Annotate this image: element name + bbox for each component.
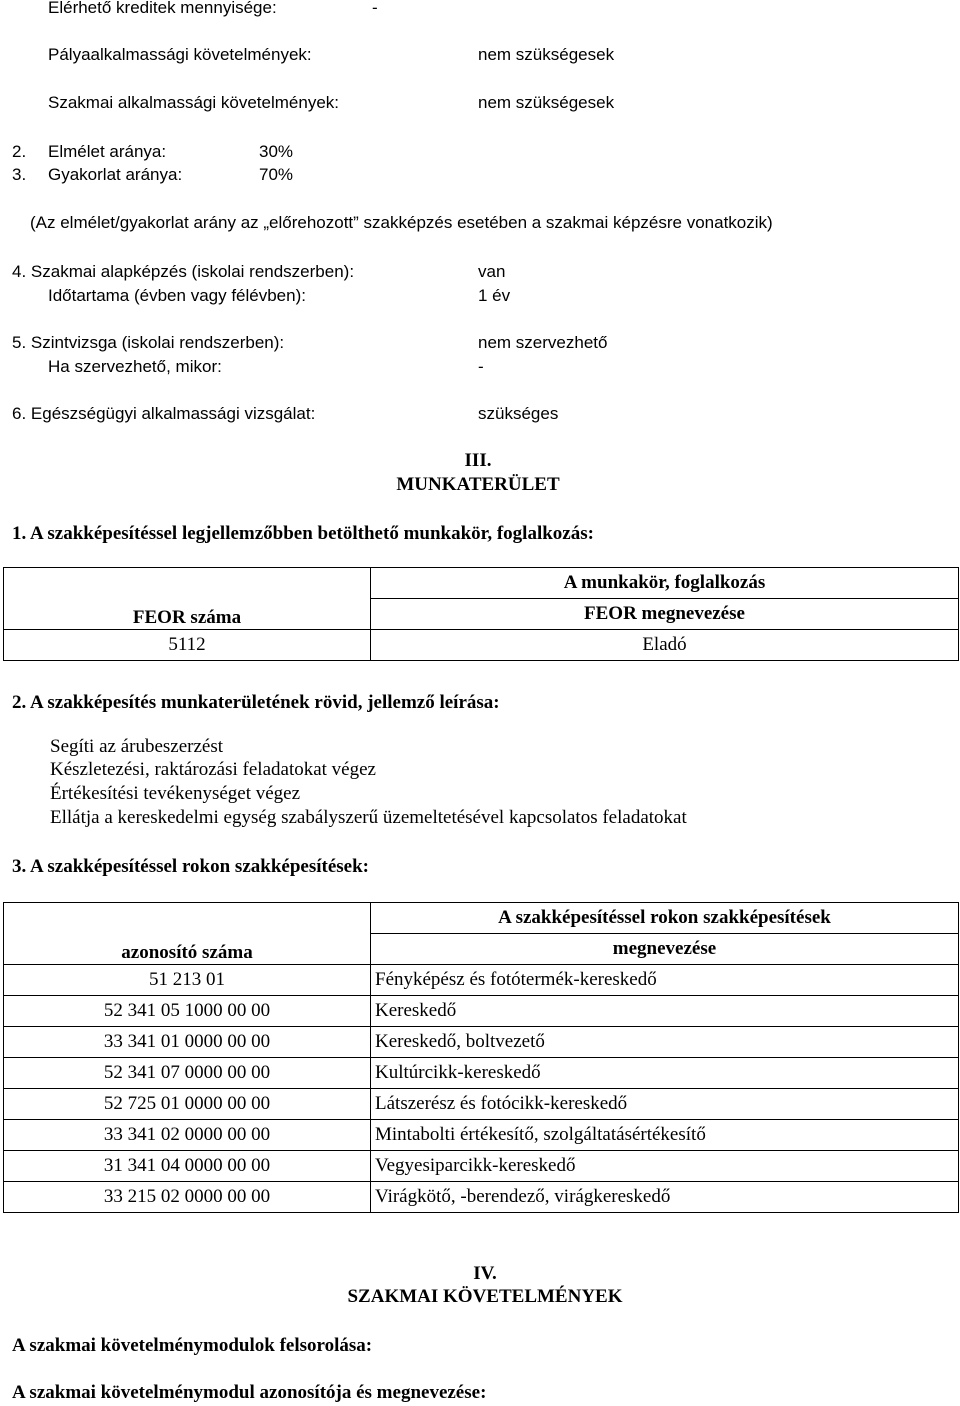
rel-name-cell: Vegyesiparcikk-kereskedő [371,1151,959,1182]
rel-name-cell: Kereskedő, boltvezető [371,1027,959,1058]
table-row [4,1151,959,1182]
career-req-label: Pályaalkalmassági követelmények: [48,45,312,64]
credits-value: - [372,0,378,17]
credits-label: Elérhető kreditek mennyisége: [48,0,277,17]
section-3-title: MUNKATERÜLET [396,474,560,495]
rel-col2-header: megnevezése [371,934,959,965]
description-line-3: Értékesítési tevékenységet végez [50,783,301,804]
description-line-1: Segíti az árubeszerzést [50,736,224,757]
job-table-header: A munkakör, foglalkozás [371,568,959,599]
section-4-title: SZAKMAI KÖVETELMÉNYEK [347,1286,623,1307]
practice-value: 70% [259,165,294,184]
question-1: 1. A szakképesítéssel legjellemzőbben betölthető munkakör, foglalkozás: [12,523,594,544]
theory-label: Elmélet aránya: [48,142,167,161]
rel-name-cell: Mintabolti értékesítő, szolgáltatásértékesítő [371,1120,959,1151]
basic-training-label: 4. Szakmai alapképzés (iskolai rendszerben): [12,262,355,281]
rel-id-cell: 52 341 07 0000 00 00 [4,1058,371,1089]
rel-name-cell: Virágkötő, -berendező, virágkereskedő [371,1182,959,1213]
rel-col1-header: azonosító száma [4,903,371,965]
table-row [4,1120,959,1151]
rel-name-cell: Kereskedő [371,996,959,1027]
theory-value: 30% [259,142,294,161]
basic-training-value: van [478,262,506,281]
rel-name-cell: Látszerész és fotócikk-kereskedő [371,1089,959,1120]
table-row [4,1027,959,1058]
question-3: 3. A szakképesítéssel rokon szakképesítések: [12,856,369,877]
rel-id-cell: 33 341 01 0000 00 00 [4,1027,371,1058]
job-col1-header: FEOR száma [4,568,371,630]
prof-req-value: nem szükségesek [478,93,615,112]
description-line-2: Készletezési, raktározási feladatokat végez [50,759,376,780]
prof-req-label: Szakmai alkalmassági követelmények: [48,93,340,112]
table-row [4,1182,959,1213]
modules-list-heading: A szakmai követelménymodulok felsorolása: [12,1335,373,1356]
rel-name-cell: Kultúrcikk-kereskedő [371,1058,959,1089]
theory-number: 2. [12,142,27,161]
section-4-roman: IV. [473,1263,497,1284]
job-code-cell: 5112 [4,630,371,661]
rel-name-cell: Fényképész és fotótermék-kereskedő [371,965,959,996]
practice-label: Gyakorlat aránya: [48,165,183,184]
level-exam-value: nem szervezhető [478,333,608,352]
rel-id-cell: 51 213 01 [4,965,371,996]
if-org-value: - [478,357,484,376]
career-req-value: nem szükségesek [478,45,615,64]
table-row [4,996,959,1027]
table-row [4,630,959,661]
related-qualifications-table [3,902,959,1213]
module-id-heading: A szakmai követelménymodul azonosítója és megnevezése: [12,1382,487,1403]
job-table [3,567,959,661]
health-exam-label: 6. Egészségügyi alkalmassági vizsgálat: [12,404,316,423]
section-3-roman: III. [464,450,492,471]
duration-value: 1 év [478,286,511,305]
practice-number: 3. [12,165,27,184]
if-org-label: Ha szervezhető, mikor: [48,357,222,376]
table-row [4,1089,959,1120]
rel-id-cell: 33 341 02 0000 00 00 [4,1120,371,1151]
duration-label: Időtartama (évben vagy félévben): [48,286,306,305]
job-col2-header: FEOR megnevezése [371,599,959,630]
question-2: 2. A szakképesítés munkaterületének rövid, jellemző leírása: [12,692,500,713]
rel-table-header: A szakképesítéssel rokon szakképesítések [371,903,959,934]
rel-id-cell: 52 725 01 0000 00 00 [4,1089,371,1120]
job-name-cell: Eladó [371,630,959,661]
table-row [4,965,959,996]
rel-id-cell: 33 215 02 0000 00 00 [4,1182,371,1213]
level-exam-label: 5. Szintvizsga (iskolai rendszerben): [12,333,285,352]
rel-id-cell: 52 341 05 1000 00 00 [4,996,371,1027]
rel-id-cell: 31 341 04 0000 00 00 [4,1151,371,1182]
health-exam-value: szükséges [478,404,559,423]
description-line-4: Ellátja a kereskedelmi egység szabályszerű üzemeltetésével kapcsolatos feladatokat [50,807,687,828]
table-row [4,1058,959,1089]
ratio-note: (Az elmélet/gyakorlat arány az „előrehozott” szakképzés esetében a szakmai képzésre vonatkozik) [30,213,773,232]
